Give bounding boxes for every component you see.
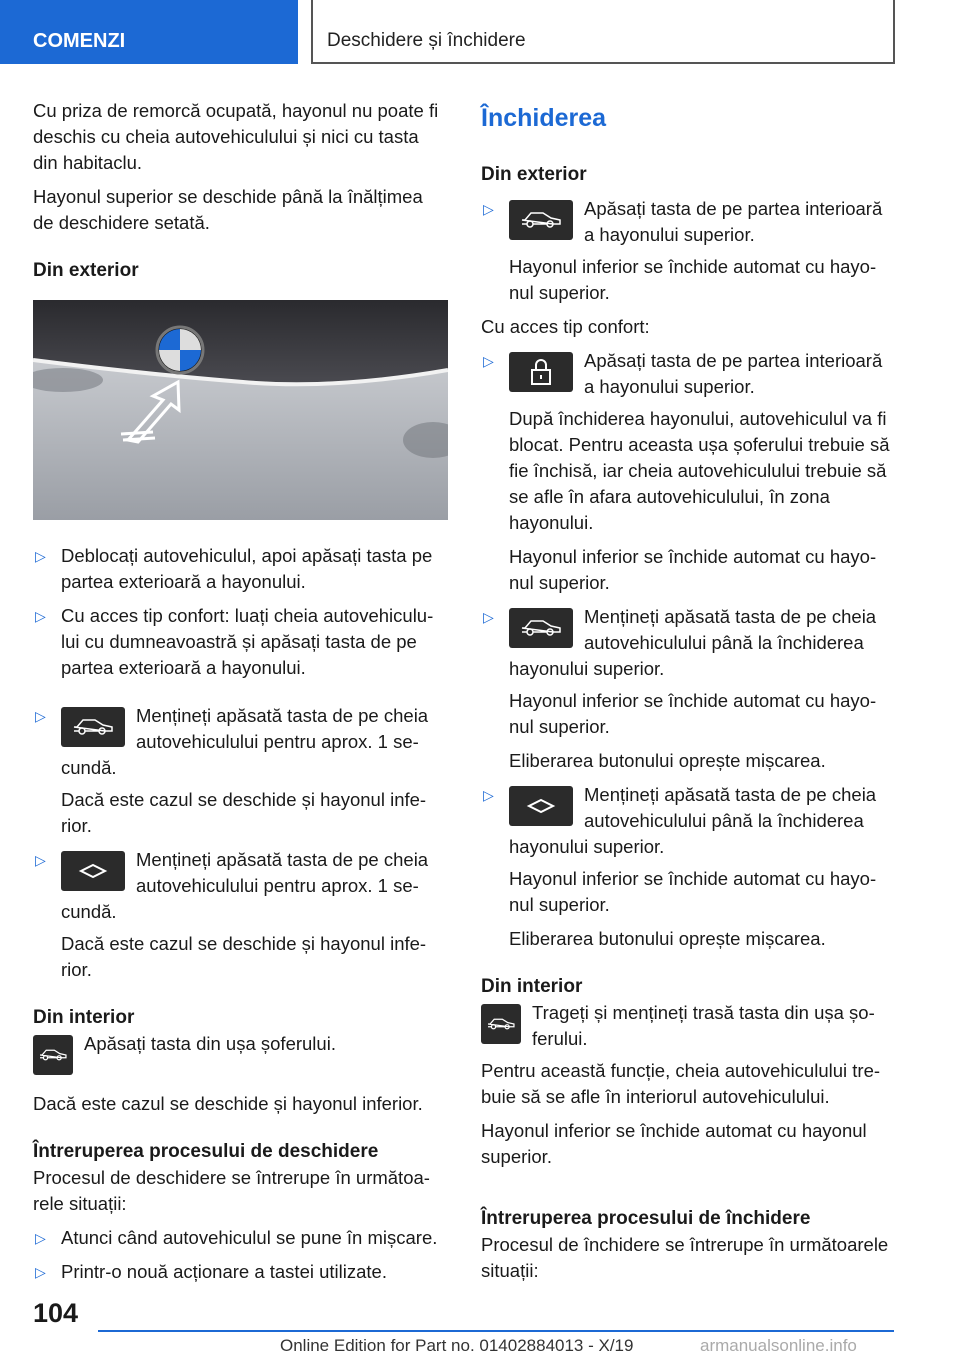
triangle-right-icon: ▷ <box>483 787 494 803</box>
paragraph: Hayonul superior se deschide până la înălțimea de deschidere setată. <box>33 186 423 233</box>
left-column <box>33 98 448 1293</box>
section-title: COMENZI <box>33 30 126 52</box>
paragraph: Procesul de închidere se întrerupe în următoarele situații: <box>481 1234 889 1281</box>
list-item: ▷ Mențineți apăsată tasta de pe cheia autovehiculului până la închiderea hayonului superior. Hayonul inferior se închide automat cu hayo-nul superior. Eliberarea butonului oprește mișcarea. <box>483 784 877 949</box>
list-item: ▷ Apăsați tasta de pe partea interioară a hayonului superior. Hayonul inferior se închide automat cu hayo-nul superior. <box>483 198 883 303</box>
interior-instruction: Apăsați tasta din ușa șoferului. <box>33 1031 448 1077</box>
triangle-right-icon: ▷ <box>483 609 494 625</box>
triangle-right-icon: ▷ <box>35 1230 46 1246</box>
footer-divider <box>98 1330 894 1332</box>
subheading-interrupt: Întreruperea procesului de închidere <box>481 1208 811 1229</box>
car-tailgate-icon <box>509 608 573 648</box>
subheading-exterior: Din exterior <box>481 164 587 185</box>
car-tailgate-icon <box>33 1035 73 1075</box>
list-item: ▷ Deblocați autovehiculul, apoi apăsați tasta pe partea exterioară a hayonului. <box>35 545 433 592</box>
list-item: ▷ Printr-o nouă acționare a tastei utilizate. <box>33 1259 448 1285</box>
subheading-interior: Din interior <box>33 1007 135 1028</box>
list-item: ▷ Mențineți apăsată tasta de pe cheia autovehiculului pentru aprox. 1 se-cundă. Dacă este cazul se deschide și hayonul infe-rior. <box>35 705 429 836</box>
subheading-interior: Din interior <box>481 976 583 997</box>
paragraph: Hayonul inferior se închide automat cu hayonul superior. <box>481 1120 867 1167</box>
list-item: ▷ Mențineți apăsată tasta de pe cheia autovehiculului până la închiderea hayonului superior. Hayonul inferior se închide automat cu hayo-nul superior. Eliberarea butonului oprește mișcarea. <box>483 606 877 771</box>
car-tailgate-icon <box>481 1004 521 1044</box>
right-column <box>481 98 896 1292</box>
diamond-icon <box>509 786 573 826</box>
page-number: 104 <box>33 1298 79 1328</box>
paragraph: Cu acces tip confort: <box>481 316 650 337</box>
chapter-title: Deschidere și închidere <box>327 30 526 51</box>
list-item: ▷ Cu acces tip confort: luați cheia autovehiculu-lui cu dumneavoastră și apăsați tasta de pe partea exterioară a hayonului. <box>35 605 434 678</box>
interior-instruction: Trageți și mențineți trasă tasta din ușa șo-ferului. <box>481 1000 896 1052</box>
edition-text: Online Edition for Part no. 01402884013 - X/19 <box>280 1336 634 1355</box>
paragraph: Dacă este cazul se deschide și hayonul inferior. <box>33 1093 423 1114</box>
tailgate-photo <box>33 300 448 520</box>
list-item: ▷ Atunci când autovehiculul se pune în mișcare. <box>33 1225 448 1251</box>
paragraph: Pentru această funcție, cheia autovehiculului tre-buie să se afle în interiorul autovehiculului. <box>481 1060 881 1107</box>
subheading-interrupt: Întreruperea procesului de deschidere <box>33 1141 379 1162</box>
diamond-icon <box>61 851 125 891</box>
paragraph: Cu priza de remorcă ocupată, hayonul nu poate fi deschis cu cheia autovehiculului și nici cu tasta din habitaclu. <box>33 100 439 173</box>
lock-icon <box>509 352 573 392</box>
paragraph: Procesul de deschidere se întrerupe în următoa-rele situații: <box>33 1167 430 1214</box>
section-tab <box>0 0 298 64</box>
section-heading: Închiderea <box>481 104 607 132</box>
subheading-exterior: Din exterior <box>33 260 139 281</box>
triangle-right-icon: ▷ <box>35 548 46 564</box>
list-item: ▷ Mențineți apăsată tasta de pe cheia autovehiculului pentru aprox. 1 se-cundă. Dacă este cazul se deschide și hayonul infe-rior. <box>35 849 429 980</box>
triangle-right-icon: ▷ <box>483 201 494 217</box>
car-tailgate-icon <box>61 707 125 747</box>
chapter-tab <box>311 0 895 64</box>
triangle-right-icon: ▷ <box>483 353 494 369</box>
triangle-right-icon: ▷ <box>35 852 46 868</box>
watermark: armanualsonline.info <box>700 1336 857 1355</box>
triangle-right-icon: ▷ <box>35 708 46 724</box>
car-tailgate-icon <box>509 200 573 240</box>
triangle-right-icon: ▷ <box>35 1264 46 1280</box>
list-item: ▷ Apăsați tasta de pe partea interioară a hayonului superior. După închiderea hayonului, autovehiculul va fi blocat. Pentru aceasta ușa șoferului trebuie să fie închisă, iar cheia autovehiculului trebuie să se afle în afara autovehiculului, în zona hayonului. Hayonul inferior se închide automat cu hayo-nul superior. <box>483 350 890 593</box>
triangle-right-icon: ▷ <box>35 608 46 624</box>
